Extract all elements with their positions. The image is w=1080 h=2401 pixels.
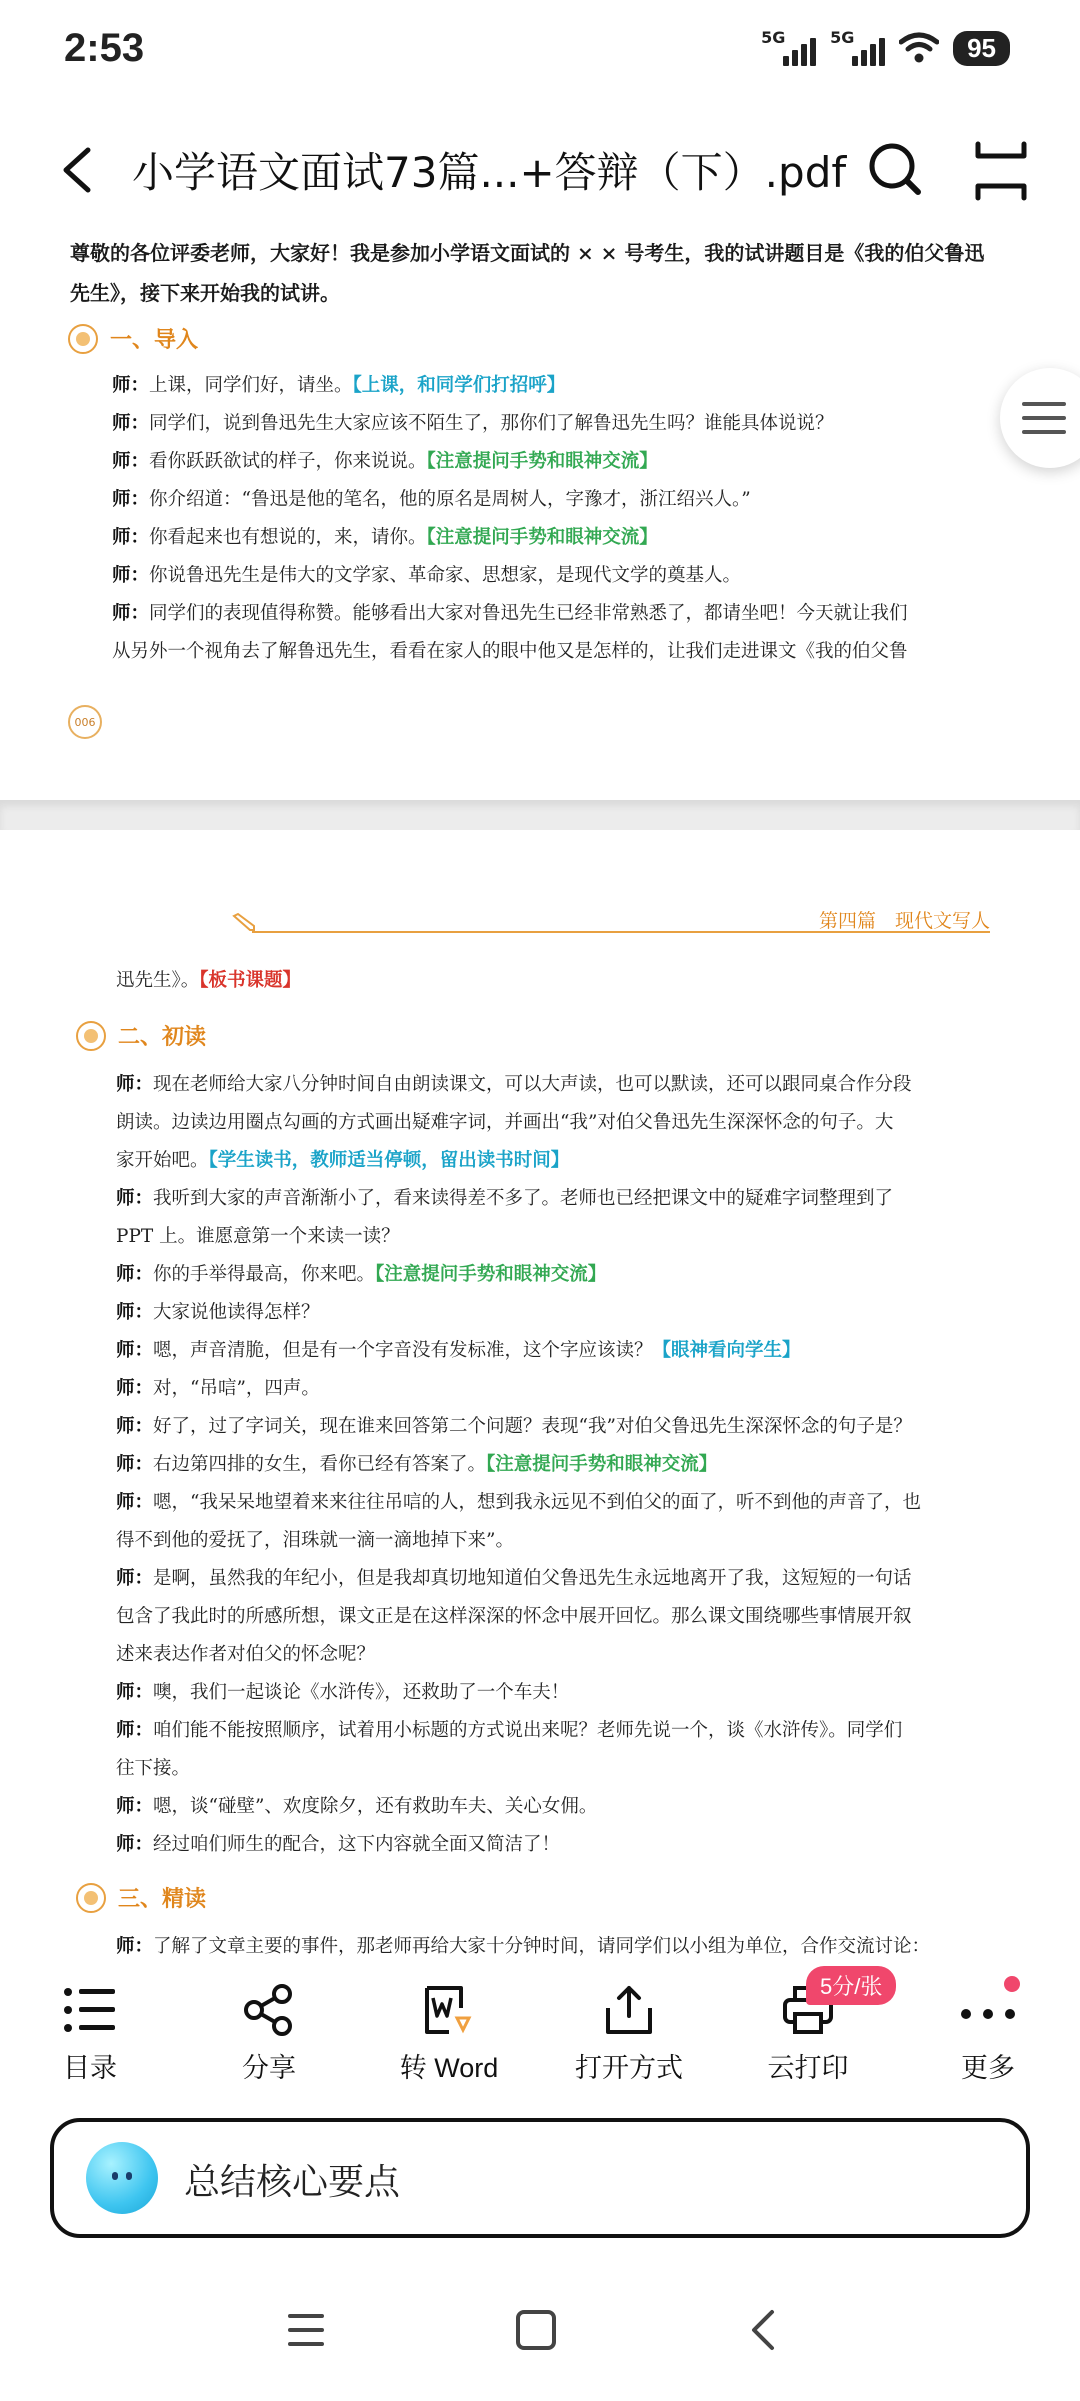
stage-note: 【注意提问手势和眼神交流】 bbox=[486, 1454, 718, 1475]
chapter-label: 第四篇 现代文写人 bbox=[818, 910, 990, 932]
speaker-label: 师： bbox=[116, 1568, 154, 1589]
wifi-icon bbox=[899, 32, 939, 64]
stage-note: 【学生读书，教师适当停顿，留出读书时间】 bbox=[208, 1150, 570, 1171]
print-price-badge: 5分/张 bbox=[806, 1966, 896, 2005]
lesson-line bbox=[116, 1674, 921, 1712]
lesson-line bbox=[116, 1636, 921, 1674]
line-text: 上课，同学们好，请坐。 bbox=[149, 375, 353, 396]
line-text: 朗读。边读边用圈点勾画的方式画出疑难字词，并画出“我”对伯父鲁迅先生深深怀念的句子。大 bbox=[116, 1112, 894, 1133]
document-title: 小学语文面试73篇...+答辩（下）.pdf bbox=[132, 148, 847, 197]
lesson-line bbox=[116, 1256, 921, 1294]
line-text: 从另外一个视角去了解鲁迅先生，看看在家人的眼中他又是怎样的，让我们走进课文《我的伯父鲁 bbox=[112, 641, 908, 662]
section-bullet-icon bbox=[76, 1883, 106, 1913]
expand-icon bbox=[968, 138, 1034, 204]
lesson-line bbox=[112, 367, 908, 405]
app-header bbox=[0, 120, 1080, 220]
line-text: 看你跃跃欲试的样子，你来说说。 bbox=[149, 451, 427, 472]
bottom-toolbar bbox=[0, 1970, 1080, 2100]
lesson-line bbox=[116, 1750, 921, 1788]
line-text: 嗯，谈“碰壁”、欢度除夕，还有救助车夫、关心女佣。 bbox=[153, 1796, 598, 1817]
toolbar-item-share[interactable]: 分享 bbox=[194, 1970, 344, 2100]
line-text: 往下接。 bbox=[116, 1758, 191, 1779]
fullscreen-button[interactable] bbox=[968, 138, 1034, 204]
page-separator bbox=[0, 800, 1080, 830]
line-text: 噢，我们一起谈论《水浒传》，还救助了一个车夫！ bbox=[153, 1682, 570, 1703]
lesson-line bbox=[116, 1598, 921, 1636]
speaker-label: 师： bbox=[116, 1340, 154, 1361]
lesson-line: 师：了解了文章主要的事件，那老师再给大家十分钟时间，请同学们以小组为单位，合作交流讨论： bbox=[116, 1936, 931, 1957]
line-text: PPT 上。谁愿意第一个来读一读？ bbox=[116, 1226, 400, 1247]
lesson-lines bbox=[116, 1066, 921, 1864]
battery-indicator: 95 bbox=[953, 31, 1010, 66]
speaker-label: 师： bbox=[116, 1264, 154, 1285]
lesson-line bbox=[112, 481, 908, 519]
line-text: 同学们的表现值得称赞。能够看出大家对鲁迅先生已经非常熟悉了，都请坐吧！今天就让我们 bbox=[149, 603, 908, 624]
lesson-line bbox=[116, 1370, 921, 1408]
toolbar-item-more[interactable]: 更多 bbox=[913, 1970, 1063, 2100]
speaker-label: 师： bbox=[116, 1492, 154, 1513]
status-bar bbox=[0, 0, 1080, 105]
speaker-label: 师： bbox=[112, 565, 150, 586]
line-text: 得不到他的爱抚了，泪珠就一滴一滴地掉下来”。 bbox=[116, 1530, 514, 1551]
back-icon bbox=[726, 2290, 806, 2370]
speaker-label: 师： bbox=[112, 603, 150, 624]
cellular-signal-icon: 5G bbox=[761, 30, 816, 66]
pdf-page[interactable] bbox=[0, 225, 1080, 800]
line-text: 家开始吧。 bbox=[116, 1150, 209, 1171]
lesson-line bbox=[116, 1712, 921, 1750]
stage-note: 【眼神看向学生】 bbox=[652, 1340, 801, 1361]
speaker-label: 师： bbox=[116, 1454, 154, 1475]
toolbar-item-to-word[interactable]: 转 Word bbox=[374, 1970, 524, 2100]
ai-prompt-text: 总结核心要点 bbox=[184, 2161, 401, 2202]
stage-note: 【上课，和同学们打招呼】 bbox=[352, 375, 566, 396]
home-icon bbox=[496, 2290, 576, 2370]
speaker-label: 师： bbox=[112, 413, 150, 434]
lesson-line bbox=[116, 1560, 921, 1598]
stage-note: 【注意提问手势和眼神交流】 bbox=[426, 451, 658, 472]
line-text: 咱们能不能按照顺序，试着用小标题的方式说出来呢？老师先说一个，谈《水浒传》。同学们 bbox=[153, 1720, 903, 1741]
line-text: 包含了我此时的所感所想，课文正是在这样深深的怀念中展开回忆。那么课文围绕哪些事情展开叙 bbox=[116, 1606, 912, 1627]
line-text: 好了，过了字词关，现在谁来回答第二个问题？表现“我”对伯父鲁迅先生深深怀念的句子是？ bbox=[153, 1416, 912, 1437]
speaker-label: 师： bbox=[116, 1378, 154, 1399]
word-convert-icon bbox=[421, 1984, 477, 2036]
line-text: 大家说他读得怎样？ bbox=[153, 1302, 320, 1323]
speaker-label: 师： bbox=[116, 1188, 154, 1209]
line-text: 经过咱们师生的配合，这下内容就全面又简洁了！ bbox=[153, 1834, 561, 1855]
speaker-label: 师： bbox=[112, 451, 150, 472]
line-text: 你介绍道：“鲁迅是他的笔名，他的原名是周树人，字豫才，浙江绍兴人。” bbox=[149, 489, 751, 510]
line-text: 同学们，说到鲁迅先生大家应该不陌生了，那你们了解鲁迅先生吗？谁能具体说说？ bbox=[149, 413, 834, 434]
cellular-signal-icon-2: 5G bbox=[830, 30, 885, 66]
lesson-line bbox=[116, 1104, 921, 1142]
system-nav-bar bbox=[0, 2270, 1080, 2401]
lesson-line bbox=[116, 1826, 921, 1864]
notification-dot bbox=[1004, 1976, 1020, 1992]
line-text: 对，“吊唁”，四声。 bbox=[153, 1378, 320, 1399]
more-icon bbox=[958, 1984, 1018, 2036]
lesson-line bbox=[116, 1788, 921, 1826]
lesson-line bbox=[116, 1408, 921, 1446]
nav-back-button[interactable] bbox=[726, 2290, 806, 2370]
page-number: 006 bbox=[68, 705, 102, 739]
line-text: 你看起来也有想说的，来，请你。 bbox=[149, 527, 427, 548]
lesson-line bbox=[112, 443, 908, 481]
speaker-label: 师： bbox=[112, 489, 150, 510]
lesson-line bbox=[112, 557, 908, 595]
status-icons bbox=[761, 30, 1010, 66]
speaker-label: 师： bbox=[116, 1796, 154, 1817]
lesson-line bbox=[116, 1484, 921, 1522]
line-text: 我听到大家的声音渐渐小了，看来读得差不多了。老师也已经把课文中的疑难字词整理到了 bbox=[153, 1188, 894, 1209]
toolbar-item-cloud-print[interactable]: 云打印 bbox=[733, 1970, 883, 2100]
speaker-label: 师： bbox=[116, 1074, 154, 1095]
back-button[interactable] bbox=[52, 138, 112, 202]
lesson-line bbox=[116, 1218, 921, 1256]
menu-icon bbox=[1022, 400, 1066, 436]
lesson-line bbox=[116, 1446, 921, 1484]
lesson-line bbox=[116, 1522, 921, 1560]
continued-line: 迅先生》。【板书课题】 bbox=[116, 970, 302, 991]
ai-summary-bar[interactable] bbox=[50, 2118, 1030, 2238]
section-heading: 二、初读 bbox=[76, 1020, 206, 1051]
line-text: 是啊，虽然我的年纪小，但是我却真切地知道伯父鲁迅先生永远地离开了我，这短短的一句话 bbox=[153, 1568, 912, 1589]
line-text: 现在老师给大家八分钟时间自由朗读课文，可以大声读，也可以默读，还可以跟同桌合作分段 bbox=[153, 1074, 912, 1095]
speaker-label: 师： bbox=[116, 1834, 154, 1855]
back-arrow-icon bbox=[52, 138, 112, 202]
list-icon bbox=[63, 1984, 117, 2036]
open-with-icon bbox=[602, 1984, 656, 2036]
line-text: 嗯，“我呆呆地望着来来往往吊唁的人，想到我永远见不到伯父的面了，听不到他的声音了，也 bbox=[153, 1492, 921, 1513]
ai-assistant-avatar bbox=[86, 2142, 158, 2214]
speaker-label: 师： bbox=[116, 1720, 154, 1741]
lesson-line bbox=[112, 405, 908, 443]
section-bullet-icon bbox=[76, 1021, 106, 1051]
speaker-label: 师： bbox=[116, 1416, 154, 1437]
lesson-line bbox=[112, 595, 908, 633]
lesson-line bbox=[116, 1142, 921, 1180]
toolbar-item-open-with[interactable]: 打开方式 bbox=[554, 1970, 704, 2100]
nav-recents-button[interactable] bbox=[266, 2290, 346, 2370]
nav-home-button[interactable] bbox=[496, 2290, 576, 2370]
recents-icon bbox=[266, 2290, 346, 2370]
lesson-line bbox=[116, 1180, 921, 1218]
line-text: 嗯，声音清脆，但是有一个字音没有发标准，这个字应该读？ bbox=[153, 1340, 653, 1361]
stage-note: 【注意提问手势和眼神交流】 bbox=[375, 1264, 607, 1285]
speaker-label: 师： bbox=[112, 375, 150, 396]
search-icon bbox=[862, 136, 928, 202]
status-time: 2:53 bbox=[64, 26, 145, 70]
speaker-label: 师： bbox=[116, 1302, 154, 1323]
lesson-line bbox=[116, 1294, 921, 1332]
line-text: 述来表达作者对伯父的怀念呢？ bbox=[116, 1644, 376, 1665]
lesson-line bbox=[116, 1332, 921, 1370]
line-text: 你的手举得最高，你来吧。 bbox=[153, 1264, 376, 1285]
stage-note: 【注意提问手势和眼神交流】 bbox=[426, 527, 658, 548]
intro-paragraph: 尊敬的各位评委老师，大家好！我是参加小学语文面试的 × × 号考生，我的试讲题目是《我的伯父鲁迅先生》，接下来开始我的试讲。 bbox=[70, 241, 985, 305]
lesson-line bbox=[112, 519, 908, 557]
speaker-label: 师： bbox=[116, 1682, 154, 1703]
section-bullet-icon bbox=[68, 324, 98, 354]
speaker-label: 师： bbox=[112, 527, 150, 548]
share-icon bbox=[242, 1984, 296, 2036]
search-button[interactable] bbox=[862, 136, 928, 202]
lesson-line bbox=[112, 633, 908, 671]
lesson-lines bbox=[112, 367, 908, 671]
lesson-line bbox=[116, 1066, 921, 1104]
section-heading: 一、导入 bbox=[68, 323, 198, 354]
section-heading: 三、精读 bbox=[76, 1882, 206, 1913]
line-text: 右边第四排的女生，看你已经有答案了。 bbox=[153, 1454, 487, 1475]
toolbar-item-toc[interactable]: 目录 bbox=[15, 1970, 165, 2100]
pdf-page[interactable] bbox=[0, 830, 1080, 1970]
line-text: 你说鲁迅先生是伟大的文学家、革命家、思想家，是现代文学的奠基人。 bbox=[149, 565, 742, 586]
